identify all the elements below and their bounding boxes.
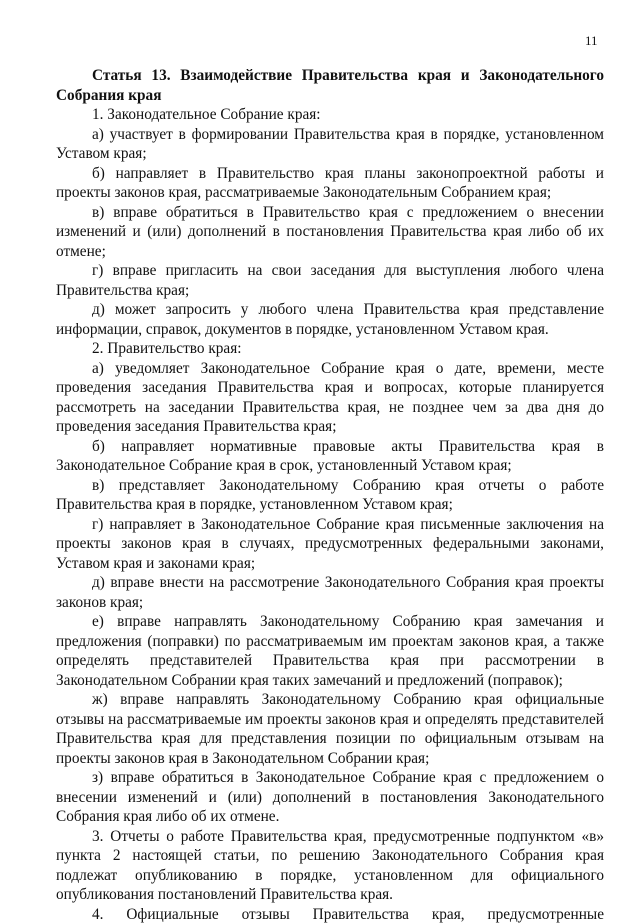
- paragraph: з) вправе обратиться в Законодательное Собрание края с предложением о внесении изменений и (или) дополнений в постановления Законодательного Собрания края либо об их отмене.: [56, 768, 604, 827]
- paragraph: д) вправе внести на рассмотрение Законодательного Собрания края проекты законов края;: [56, 573, 604, 612]
- paragraph: 4. Официальные отзывы Правительства края, предусмотренные: [56, 905, 604, 924]
- paragraph: г) направляет в Законодательное Собрание края письменные заключения на проекты законов края в случаях, предусмотренных федеральными законами, Уставом края и законами края;: [56, 515, 604, 574]
- paragraph: д) может запросить у любого члена Правительства края представление информации, справок, документов в порядке, установленном Уставом края.: [56, 300, 604, 339]
- paragraph: ж) вправе направлять Законодательному Собранию края официальные отзывы на рассматриваемые им проекты законов края и определять представителей Правительства края для представления позиции по официальным отзывам на проекты законов края в Законодательном Собрании края;: [56, 690, 604, 768]
- page-number: 11: [585, 33, 598, 49]
- paragraph: а) участвует в формировании Правительства края в порядке, установленном Уставом края;: [56, 125, 604, 164]
- paragraph: 2. Правительство края:: [56, 339, 604, 359]
- paragraph: б) направляет нормативные правовые акты Правительства края в Законодательное Собрание края в срок, установленный Уставом края;: [56, 437, 604, 476]
- document-body: [56, 66, 604, 924]
- paragraph: в) представляет Законодательному Собранию края отчеты о работе Правительства края в порядке, установленном Уставом края;: [56, 476, 604, 515]
- paragraph: 3. Отчеты о работе Правительства края, предусмотренные подпунктом «в» пункта 2 настоящей статьи, по решению Законодательного Собрания края подлежат опубликованию в порядке, установленном для официального опубликования постановлений Правительства края.: [56, 827, 604, 905]
- paragraph: 1. Законодательное Собрание края:: [56, 105, 604, 125]
- paragraph: г) вправе пригласить на свои заседания для выступления любого члена Правительства края;: [56, 261, 604, 300]
- paragraph: б) направляет в Правительство края планы законопроектной работы и проекты законов края, рассматриваемые Законодательным Собранием края;: [56, 164, 604, 203]
- paragraph: а) уведомляет Законодательное Собрание края о дате, времени, месте проведения заседания Правительства края и вопросах, которые планируется рассмотреть на заседании Правительства края, не позднее чем за два дня до проведения заседания Правительства края;: [56, 359, 604, 437]
- article-title: Статья 13. Взаимодействие Правительства края и Законодательного Собрания края: [56, 66, 604, 105]
- paragraph: в) вправе обратиться в Правительство края с предложением о внесении изменений и (или) дополнений в постановления Правительства края либо об их отмене;: [56, 203, 604, 262]
- paragraph: е) вправе направлять Законодательному Собранию края замечания и предложения (поправки) по рассматриваемым им проектам законов края, а также определять представителей Правительства края при рассмотрении в Законодательном Собрании края таких замечаний и предложений (поправок);: [56, 612, 604, 690]
